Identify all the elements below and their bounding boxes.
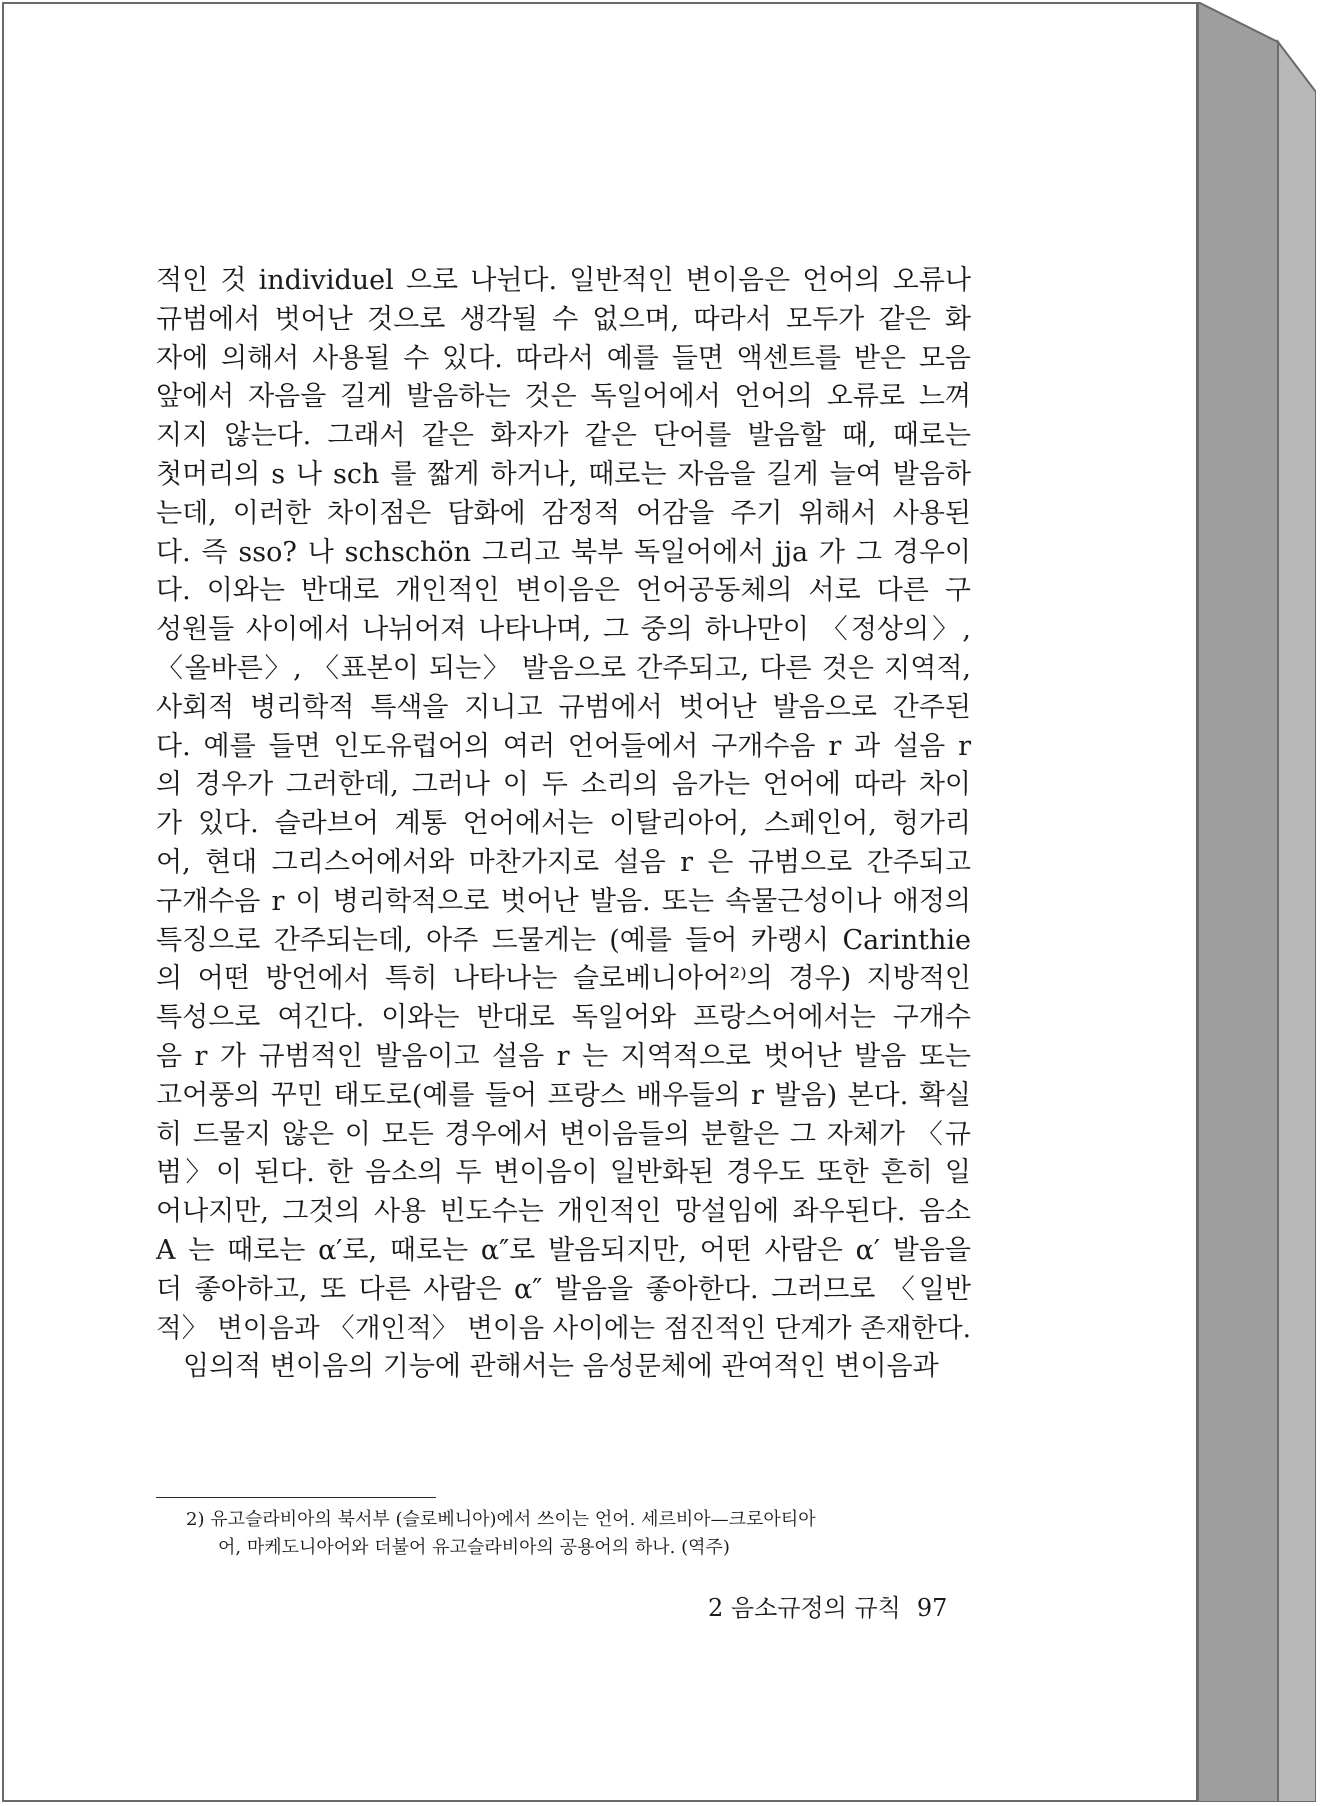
text-line: 고어풍의 꾸민 태도로(예를 들어 프랑스 배우들의 r 발음) 본다. 확실 xyxy=(156,1079,971,1111)
text-line: 지지 않는다. 그래서 같은 화자가 같은 단어를 발음할 때, 때로는 xyxy=(156,420,971,452)
page-number: 97 xyxy=(916,1594,948,1622)
text-line: 는데, 이러한 차이점은 담화에 감정적 어감을 주기 위해서 사용된 xyxy=(156,497,971,529)
book-edge-shading xyxy=(1198,2,1316,1802)
text-line: 히 드물지 않은 이 모든 경우에서 변이음들의 분할은 그 자체가 〈규 xyxy=(156,1118,971,1150)
text-line: 어나지만, 그것의 사용 빈도수는 개인적인 망설임에 좌우된다. 음소 xyxy=(156,1196,971,1228)
text-line: 다. 예를 들면 인도유럽어의 여러 언어들에서 구개수음 r 과 설음 r xyxy=(156,730,971,762)
text-line: 〈올바른〉, 〈표본이 되는〉 발음으로 간주되고, 다른 것은 지역적, xyxy=(156,652,971,684)
text-line: 구개수음 r 이 병리학적으로 벗어난 발음. 또는 속물근성이나 애정의 xyxy=(156,885,971,917)
main-text-block xyxy=(156,262,971,1387)
chapter-title: 2 음소규정의 규칙 xyxy=(708,1594,901,1622)
text-line: 범〉이 된다. 한 음소의 두 변이음이 일반화된 경우도 또한 흔히 일 xyxy=(156,1157,971,1189)
text-line: 사회적 병리학적 특색을 지니고 규범에서 벗어난 발음으로 간주된 xyxy=(156,691,971,723)
text-line: 적〉 변이음과 〈개인적〉 변이음 사이에는 점진적인 단계가 존재한다. xyxy=(156,1312,971,1344)
text-line: 특징으로 간주되는데, 아주 드물게는 (예를 들어 카랭시 Carinthie xyxy=(156,924,971,956)
text-line: 어, 현대 그리스어에서와 마찬가지로 설음 r 은 규범으로 간주되고 xyxy=(156,846,971,878)
text-line: 음 r 가 규범적인 발음이고 설음 r 는 지역적으로 벗어난 발음 또는 xyxy=(156,1040,971,1072)
text-line: 적인 것 individuel 으로 나뉜다. 일반적인 변이음은 언어의 오류나 xyxy=(156,265,971,296)
text-line: 다. 즉 sso? 나 schschön 그리고 북부 독일어에서 jja 가 그 경우이 xyxy=(156,536,971,568)
text-line: 의 경우가 그러한데, 그러나 이 두 소리의 음가는 언어에 따라 차이 xyxy=(156,769,971,801)
text-line: 앞에서 자음을 길게 발음하는 것은 독일어에서 언어의 오류로 느껴 xyxy=(156,381,971,413)
running-footer xyxy=(708,1588,947,1623)
text-line: 임의적 변이음의 기능에 관해서는 음성문체에 관여적인 변이음과 xyxy=(183,1351,939,1383)
text-line: 의 어떤 방언에서 특히 나타나는 슬로베니아어²⁾의 경우) 지방적인 xyxy=(156,963,971,995)
text-line: 자에 의해서 사용될 수 있다. 따라서 예를 들면 액센트를 받은 모음 xyxy=(156,342,971,374)
footnote-line: 어, 마케도니아어와 더불어 유고슬라비아의 공용어의 하나. (역주) xyxy=(218,1537,730,1558)
footnote-line: 2) 유고슬라비아의 북서부 (슬로베니아)에서 쓰이는 언어. 세르비아—크로아티아 xyxy=(186,1509,816,1530)
text-line: 더 좋아하고, 또 다른 사람은 α″ 발음을 좋아한다. 그러므로 〈일반 xyxy=(156,1273,971,1305)
text-line: 가 있다. 슬라브어 계통 언어에서는 이탈리아어, 스페인어, 헝가리 xyxy=(156,808,971,840)
text-line: 성원들 사이에서 나뉘어져 나타나며, 그 중의 하나만이 〈정상의〉, xyxy=(156,614,971,646)
text-line: 다. 이와는 반대로 개인적인 변이음은 언어공동체의 서로 다른 구 xyxy=(156,575,971,607)
footnote xyxy=(186,1506,971,1562)
text-line: 특성으로 여긴다. 이와는 반대로 독일어와 프랑스어에서는 구개수 xyxy=(156,1002,971,1034)
footnote-divider xyxy=(156,1497,436,1498)
text-line: A 는 때로는 α′로, 때로는 α″로 발음되지만, 어떤 사람은 α′ 발음을 xyxy=(156,1234,971,1266)
text-line: 첫머리의 s 나 sch 를 짧게 하거나, 때로는 자음을 길게 늘여 발음하 xyxy=(156,458,971,490)
text-line: 규범에서 벗어난 것으로 생각될 수 없으며, 따라서 모두가 같은 화 xyxy=(156,303,971,335)
